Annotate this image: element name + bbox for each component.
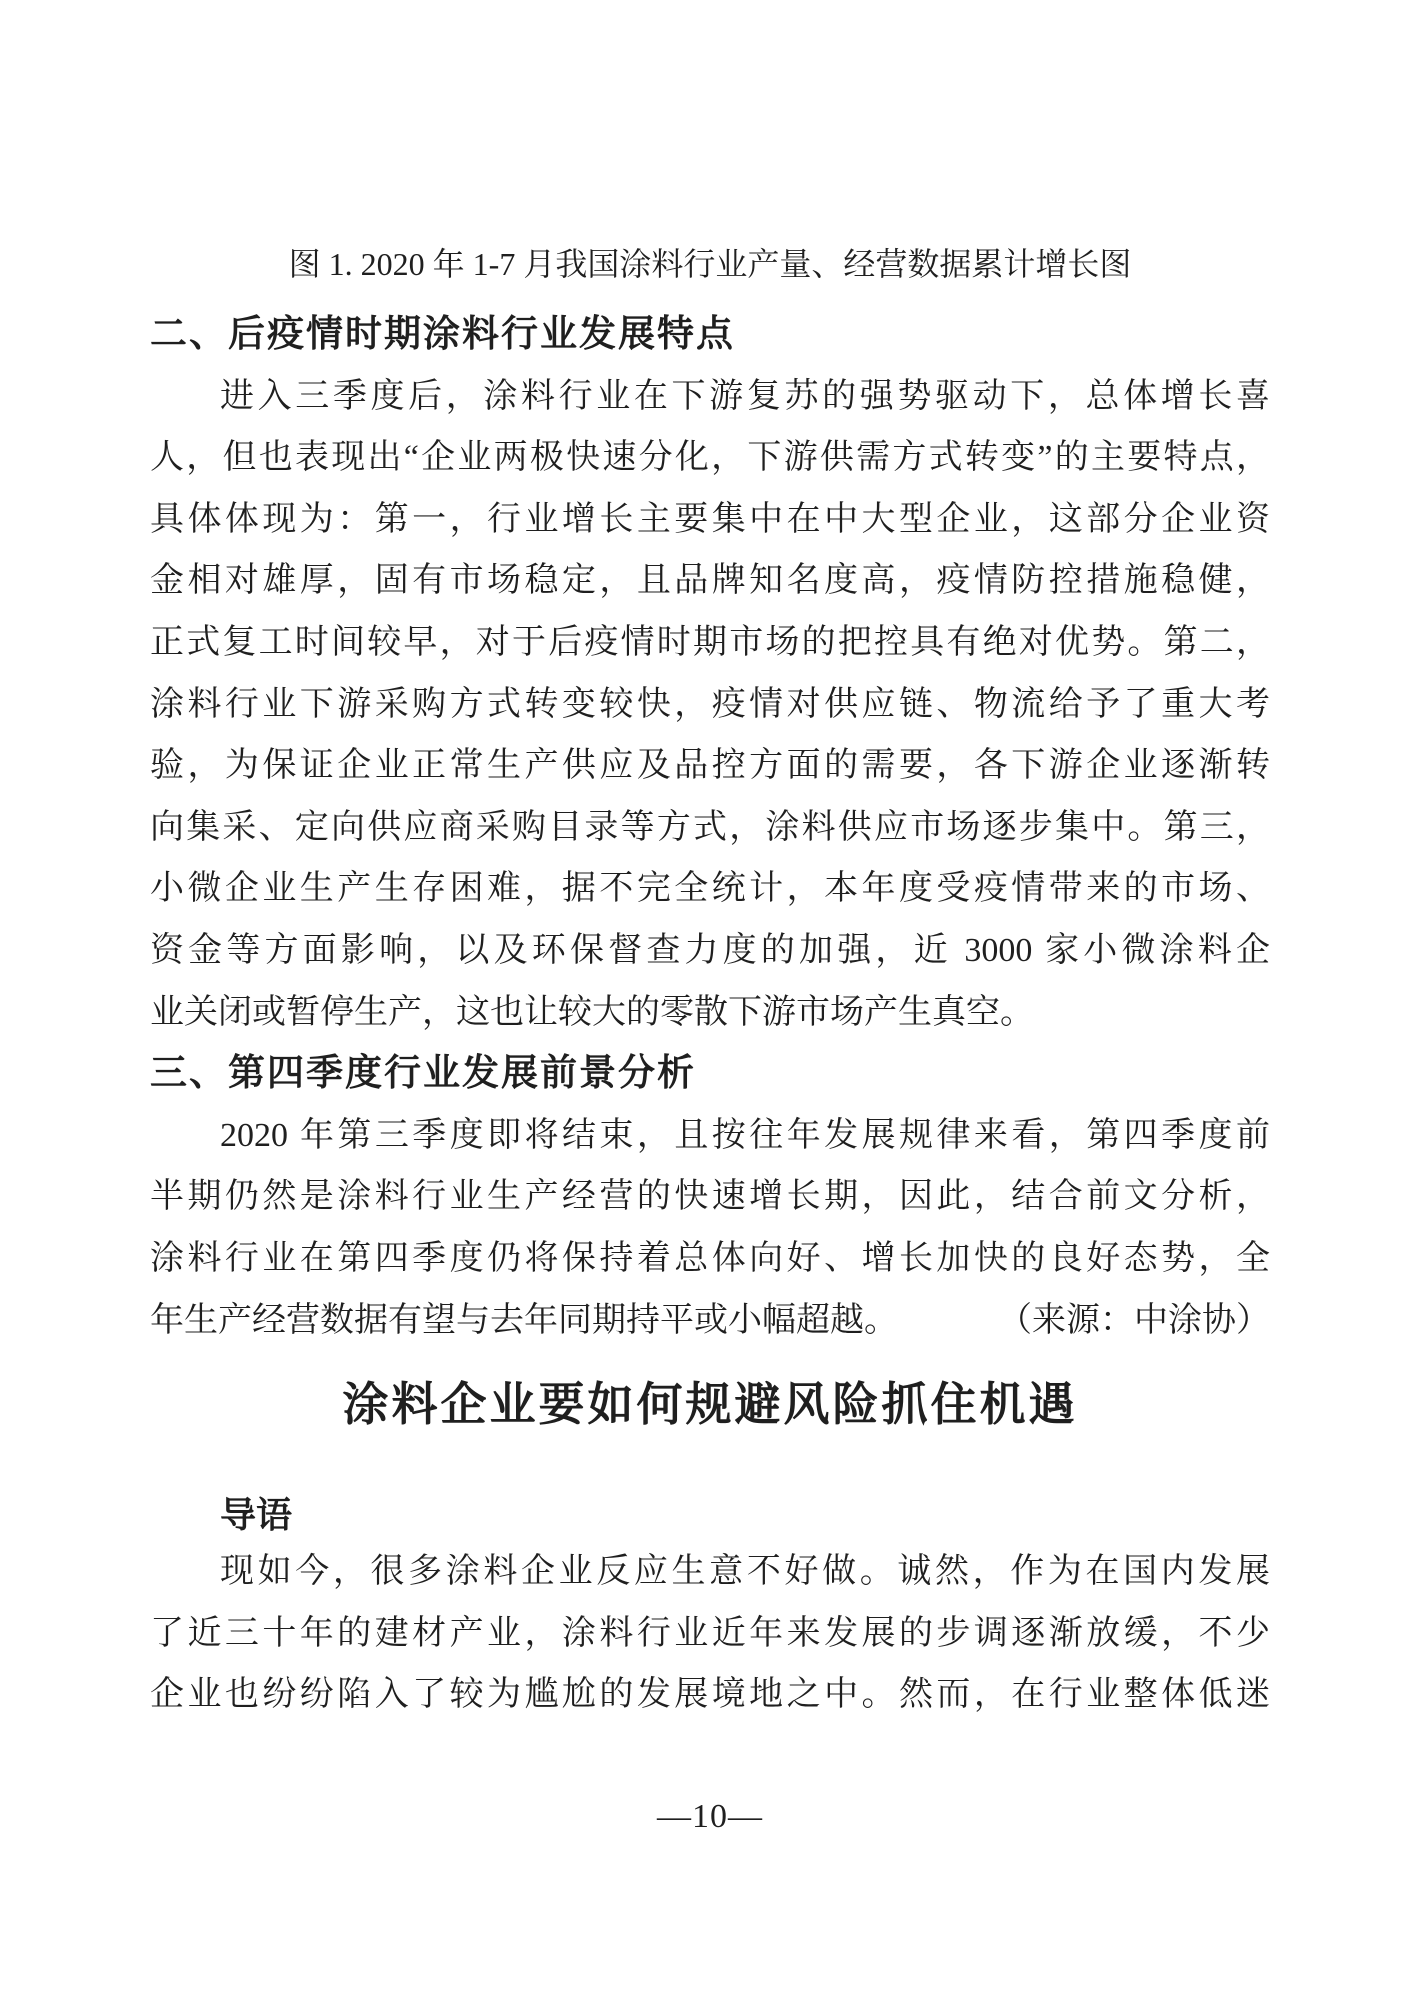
source-attribution: （来源：中涂协） — [998, 1301, 1270, 1339]
section-heading-2: 二、后疫情时期涂料行业发展特点 — [150, 314, 735, 355]
paragraph-article-lead — [150, 1541, 1270, 1726]
figure-caption: 图 1. 2020 年 1-7 月我国涂料行业产量、经营数据累计增长图 — [288, 246, 1132, 282]
paragraph-section3 — [150, 1105, 1270, 1351]
body-line-text: 年生产经营数据有望与去年同期持平或小幅超越。 — [150, 1301, 898, 1339]
body-line: 了近三十年的建材产业，涂料行业近年来发展的步调逐渐放缓，不少 — [150, 1614, 1270, 1652]
article-title: 涂料企业要如何规避风险抓住机遇 — [342, 1379, 1078, 1431]
paragraph-section2 — [150, 366, 1270, 1044]
body-line: 2020 年第三季度即将结束，且按往年发展规律来看，第四季度前 — [220, 1116, 1270, 1154]
body-line: 半期仍然是涂料行业生产经营的快速增长期，因此，结合前文分析， — [150, 1178, 1270, 1216]
body-line: 小微企业生产生存困难，据不完全统计，本年度受疫情带来的市场、 — [150, 870, 1270, 908]
body-line: 资金等方面影响，以及环保督查力度的加强，近 3000 家小微涂料企 — [150, 931, 1270, 969]
body-line: 企业也纷纷陷入了较为尴尬的发展境地之中。然而，在行业整体低迷 — [150, 1676, 1270, 1714]
body-line: 正式复工时间较早，对于后疫情时期市场的把控具有绝对优势。第二， — [150, 623, 1270, 661]
lead-heading: 导语 — [220, 1495, 293, 1536]
page-number: —10— — [657, 1797, 763, 1835]
body-line: 业关闭或暂停生产，这也让较大的零散下游市场产生真空。 — [150, 993, 1034, 1031]
body-line: 金相对雄厚，固有市场稳定，且品牌知名度高，疫情防控措施稳健， — [150, 562, 1270, 600]
body-line: 具体体现为：第一，行业增长主要集中在中大型企业，这部分企业资 — [150, 500, 1270, 538]
body-line: 进入三季度后，涂料行业在下游复苏的强势驱动下，总体增长喜 — [220, 377, 1270, 415]
body-line: 涂料行业在第四季度仍将保持着总体向好、增长加快的良好态势，全 — [150, 1239, 1270, 1277]
body-line: 验，为保证企业正常生产供应及品控方面的需要，各下游企业逐渐转 — [150, 747, 1270, 785]
body-line — [150, 1290, 1270, 1352]
body-line: 涂料行业下游采购方式转变较快，疫情对供应链、物流给予了重大考 — [150, 685, 1270, 723]
body-line: 现如今，很多涂料企业反应生意不好做。诚然，作为在国内发展 — [220, 1553, 1270, 1591]
body-line: 人，但也表现出“企业两极快速分化，下游供需方式转变”的主要特点， — [150, 439, 1270, 477]
section-heading-3: 三、第四季度行业发展前景分析 — [150, 1053, 696, 1095]
body-line: 向集采、定向供应商采购目录等方式，涂料供应市场逐步集中。第三， — [150, 808, 1270, 846]
